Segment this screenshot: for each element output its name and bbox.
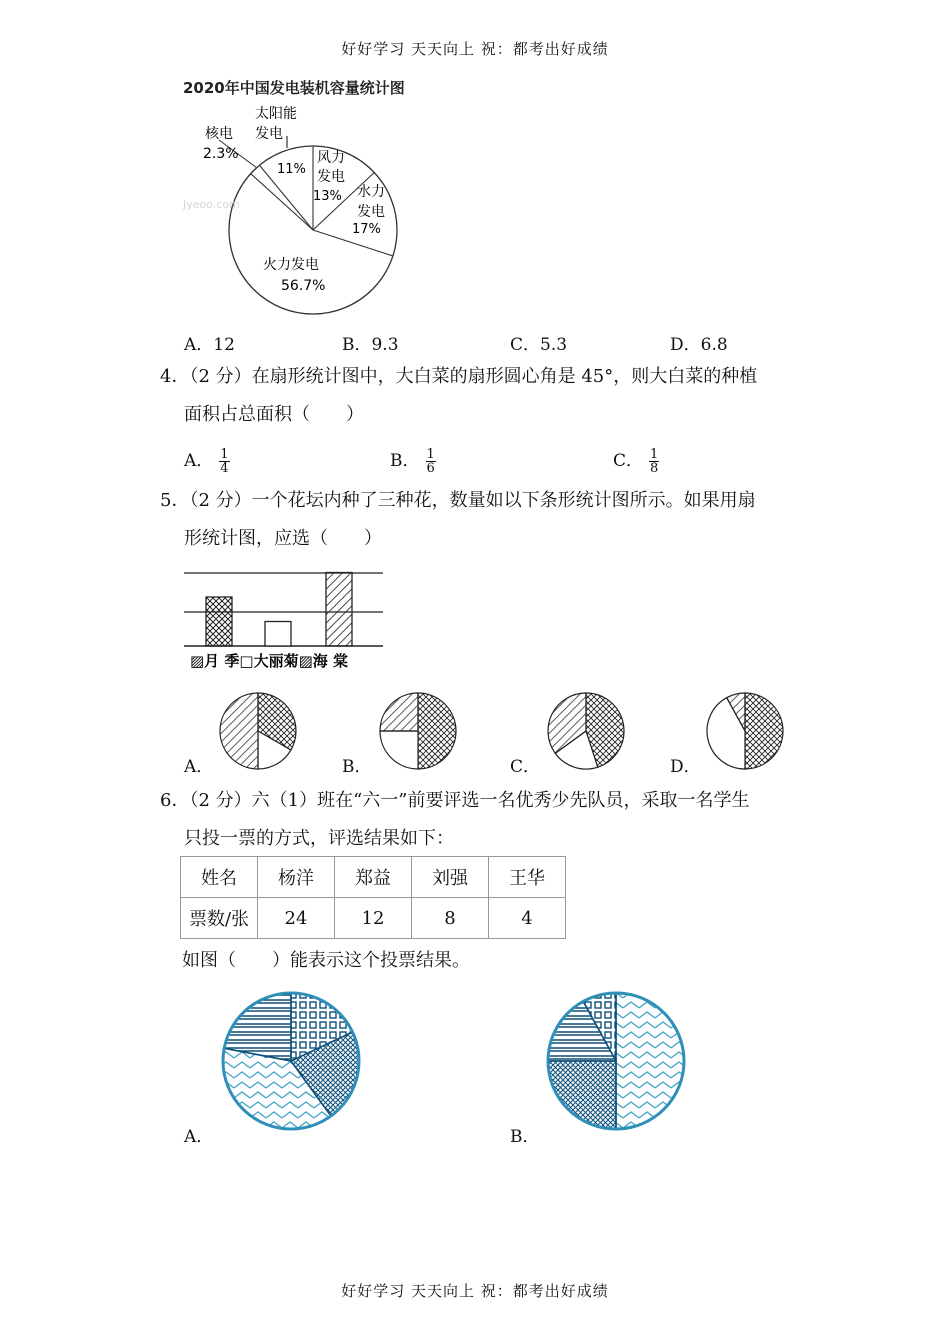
q6-after-text: 如图（ ）能表示这个投票结果。 bbox=[182, 950, 470, 971]
q5-pie-c bbox=[543, 688, 633, 774]
q6-option-b[interactable]: B． bbox=[510, 1127, 540, 1147]
page-footer: 好好学习 天天向上 祝：都考出好成绩 bbox=[341, 1282, 609, 1300]
pie-sector-1 bbox=[380, 731, 418, 769]
q6-pie-b bbox=[543, 990, 693, 1136]
pie-boundary-3 bbox=[251, 174, 313, 230]
table-cell: 24 bbox=[258, 898, 335, 939]
header-cell: 杨洋 bbox=[258, 857, 335, 898]
q4-option-a-letter: A． bbox=[184, 451, 214, 471]
q6-stem-line-1: 6．（2 分）六（1）班在“六一”前要评选一名优秀少先队员，采取一名学生 bbox=[160, 790, 750, 811]
wind-label-2: 发电 bbox=[317, 169, 345, 185]
solar-label-2: 发电 bbox=[255, 126, 283, 142]
fraction-one-sixth: $\frac{1}{6}$ bbox=[426, 447, 435, 476]
hydro-label-1: 水力 bbox=[357, 184, 385, 200]
solar-value: 11% bbox=[277, 162, 306, 177]
nuclear-value: 2.3% bbox=[203, 146, 239, 162]
q6-stem-line-2: 只投一票的方式，评选结果如下： bbox=[184, 828, 454, 849]
q5-stem-line-2: 形统计图，应选（ ） bbox=[184, 528, 382, 549]
q5-option-a[interactable]: A． bbox=[184, 757, 214, 777]
q5-pie-d bbox=[702, 688, 792, 774]
table-cell: 票数/张 bbox=[181, 898, 258, 939]
hydro-label-2: 发电 bbox=[357, 204, 385, 220]
q5-pie-b bbox=[375, 688, 465, 774]
q3-option-b[interactable]: B．9.3 bbox=[342, 335, 399, 355]
wind-label-1: 风力 bbox=[317, 150, 345, 166]
q3-option-d[interactable]: D．6.8 bbox=[670, 335, 728, 355]
q3-option-a[interactable]: A．12 bbox=[184, 335, 235, 355]
q4-stem-line-1: 4．（2 分）在扇形统计图中，大白菜的扇形圆心角是 45°，则大白菜的种植 bbox=[160, 366, 758, 387]
q4-option-c[interactable] bbox=[613, 446, 659, 475]
q5-option-c[interactable]: C． bbox=[510, 757, 541, 777]
nuclear-label: 核电 bbox=[205, 126, 233, 142]
q5-stem-line-1: 5．（2 分）一个花坛内种了三种花，数量如以下条形统计图所示。如果用扇 bbox=[160, 490, 756, 511]
bar-chart-legend: ▨月 季□大丽菊▨海 棠 bbox=[190, 652, 348, 670]
q6-option-a[interactable]: A． bbox=[184, 1127, 214, 1147]
fraction-one-quarter: $\frac{1}{4}$ bbox=[220, 447, 229, 476]
q5-option-b[interactable]: B． bbox=[342, 757, 372, 777]
chart-title: 2020年中国发电装机容量统计图 bbox=[183, 79, 405, 97]
q6-pie-a bbox=[218, 990, 368, 1136]
header-cell: 姓名 bbox=[181, 857, 258, 898]
q4-option-b-letter: B． bbox=[390, 451, 420, 471]
power-capacity-pie-chart bbox=[175, 70, 435, 325]
watermark: Jyeoo.com bbox=[183, 198, 240, 211]
bar-月季 bbox=[206, 597, 232, 646]
bar-大丽菊 bbox=[265, 622, 291, 647]
header-cell: 刘强 bbox=[412, 857, 489, 898]
wind-value: 13% bbox=[313, 189, 342, 204]
vote-table-header-row bbox=[181, 857, 566, 898]
header-cell: 郑益 bbox=[335, 857, 412, 898]
pie-sector-0 bbox=[616, 993, 684, 1129]
table-cell: 12 bbox=[335, 898, 412, 939]
header-cell: 王华 bbox=[489, 857, 566, 898]
table-cell: 8 bbox=[412, 898, 489, 939]
pie-sector-0 bbox=[418, 693, 456, 769]
pie-sector-2 bbox=[380, 693, 418, 731]
q4-option-c-letter: C． bbox=[613, 451, 644, 471]
hydro-value: 17% bbox=[352, 222, 381, 237]
vote-table-row bbox=[181, 898, 566, 939]
vote-table bbox=[180, 856, 566, 939]
flower-bar-chart bbox=[180, 565, 390, 675]
solar-label-1: 太阳能 bbox=[255, 106, 297, 122]
q5-option-d[interactable]: D． bbox=[670, 757, 701, 777]
q5-pie-a bbox=[215, 688, 305, 774]
q4-option-a[interactable] bbox=[184, 446, 230, 475]
thermal-label: 火力发电 bbox=[263, 257, 319, 273]
pie-sector-0 bbox=[745, 693, 783, 769]
thermal-value: 56.7% bbox=[281, 278, 326, 294]
fraction-one-eighth: $\frac{1}{8}$ bbox=[650, 447, 659, 476]
bar-海棠 bbox=[326, 573, 352, 647]
q4-stem-line-2: 面积占总面积（ ） bbox=[184, 404, 364, 425]
q4-option-b[interactable] bbox=[390, 446, 436, 475]
pie-sector-2 bbox=[220, 693, 258, 769]
q3-option-c[interactable]: C．5.3 bbox=[510, 335, 568, 355]
table-cell: 4 bbox=[489, 898, 566, 939]
page-header: 好好学习 天天向上 祝：都考出好成绩 bbox=[341, 40, 609, 58]
